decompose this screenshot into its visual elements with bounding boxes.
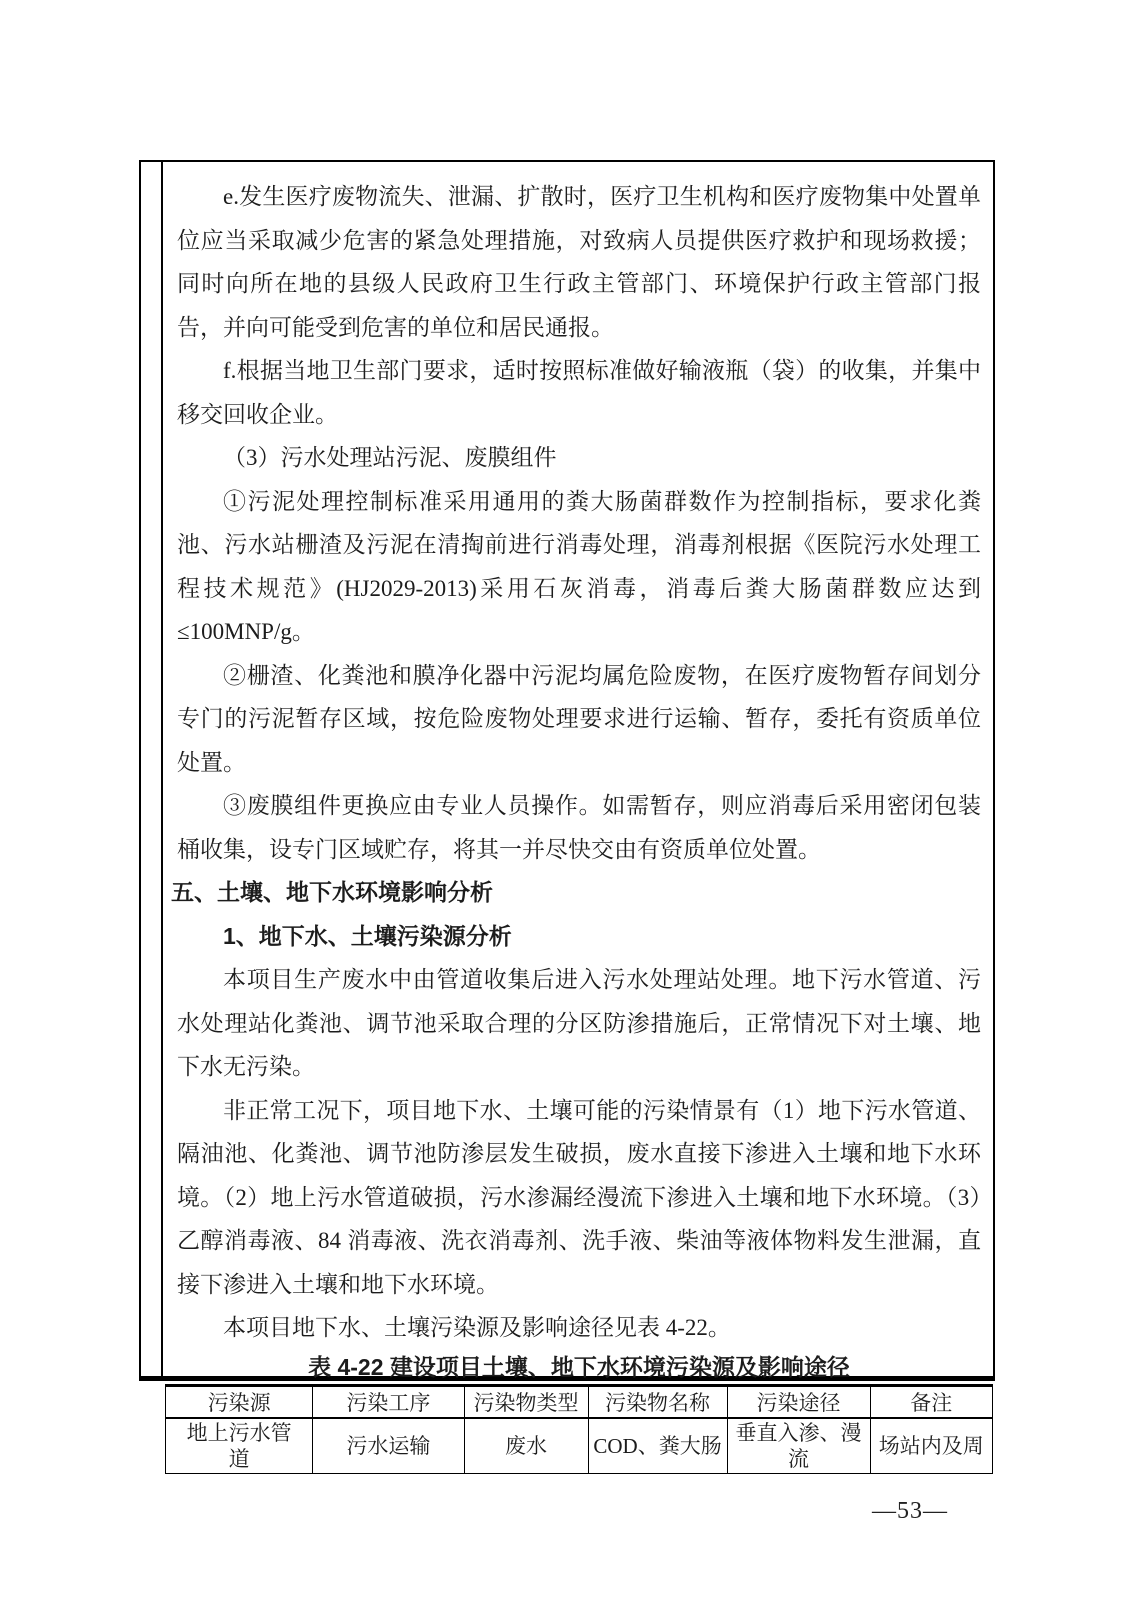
sub-heading: 1、地下水、土壤污染源分析 bbox=[223, 922, 512, 949]
table-cell-source: 地上污水管 道 bbox=[166, 1418, 313, 1474]
header-cell-pollution-process: 污染工序 bbox=[313, 1385, 464, 1418]
table-header-row bbox=[166, 1385, 993, 1418]
table-row bbox=[166, 1418, 993, 1474]
table-caption: 表 4-22 建设项目土壤、地下水环境污染源及影响途径 bbox=[308, 1353, 850, 1380]
header-cell-pollutant-type: 污染物类型 bbox=[464, 1385, 588, 1418]
paragraph-circle2: ②栅渣、化粪池和膜净化器中污泥均属危险废物，在医疗废物暂存间划分专门的污泥暂存区域，按危险废物处理要求进行运输、暂存，委托有资质单位处置。 bbox=[177, 662, 981, 775]
pollution-source-table bbox=[165, 1384, 993, 1474]
header-cell-pollution-pathway: 污染途径 bbox=[727, 1385, 870, 1418]
paragraph-normal-condition: 本项目生产废水中由管道收集后进入污水处理站处理。地下污水管道、污水处理站化粪池、调节池采取合理的分区防渗措施后，正常情况下对土壤、地下水无污染。 bbox=[177, 967, 981, 1079]
table-cell-type: 废水 bbox=[464, 1418, 588, 1474]
paragraph-circle3: ③废膜组件更换应由专业人员操作。如需暂存，则应消毒后采用密闭包装桶收集，设专门区域贮存，将其一并尽快交由有资质单位处置。 bbox=[177, 793, 981, 862]
page-frame bbox=[139, 160, 995, 1471]
section-heading: 五、土壤、地下水环境影响分析 bbox=[171, 879, 493, 905]
header-cell-pollutant-name: 污染物名称 bbox=[588, 1385, 727, 1418]
header-cell-remark: 备注 bbox=[870, 1385, 992, 1418]
paragraph-item3-title: （3）污水处理站污泥、废膜组件 bbox=[223, 445, 557, 470]
table-cell-pathway: 垂直入渗、漫 流 bbox=[727, 1418, 870, 1474]
page-number: —53— bbox=[872, 1498, 948, 1524]
gutter-column bbox=[141, 162, 163, 1376]
paragraph-table-ref: 本项目地下水、土壤污染源及影响途径见表 4-22。 bbox=[223, 1315, 731, 1340]
header-cell-pollution-source: 污染源 bbox=[166, 1385, 313, 1418]
paragraph-abnormal-condition: 非正常工况下，项目地下水、土壤可能的污染情景有（1）地下污水管道、隔油池、化粪池、调节池防渗层发生破损，废水直接下渗进入土壤和地下水环境。（2）地上污水管道破损，污水渗漏经漫流下渗进入土壤和地下水环境。（3）乙醇消毒液、84 消毒液、洗衣消毒剂、洗手液、柴油等液体物料发生泄漏，直接下渗进入土壤和地下水环境。 bbox=[177, 1097, 981, 1297]
table-cell-name: COD、粪大肠 bbox=[588, 1418, 727, 1474]
table-cell-process: 污水运输 bbox=[313, 1418, 464, 1474]
page-content bbox=[165, 162, 993, 1471]
paragraph-circle1: ①污泥处理控制标准采用通用的粪大肠菌群数作为控制指标，要求化粪池、污水站栅渣及污泥在清掏前进行消毒处理，消毒剂根据《医院污水处理工程技术规范》(HJ2029-2013)采用石灰消毒，消毒后粪大肠菌群数应达到≤100MNP/g。 bbox=[177, 488, 981, 644]
table-cell-remark: 场站内及周 bbox=[870, 1418, 992, 1474]
paragraph-e: e.发生医疗废物流失、泄漏、扩散时，医疗卫生机构和医疗废物集中处置单位应当采取减少危害的紧急处理措施，对致病人员提供医疗救护和现场救援；同时向所在地的县级人民政府卫生行政主管部门、环境保护行政主管部门报告，并向可能受到危害的单位和居民通报。 bbox=[177, 184, 981, 340]
paragraph-f: f.根据当地卫生部门要求，适时按照标准做好输液瓶（袋）的收集，并集中移交回收企业。 bbox=[177, 358, 981, 427]
